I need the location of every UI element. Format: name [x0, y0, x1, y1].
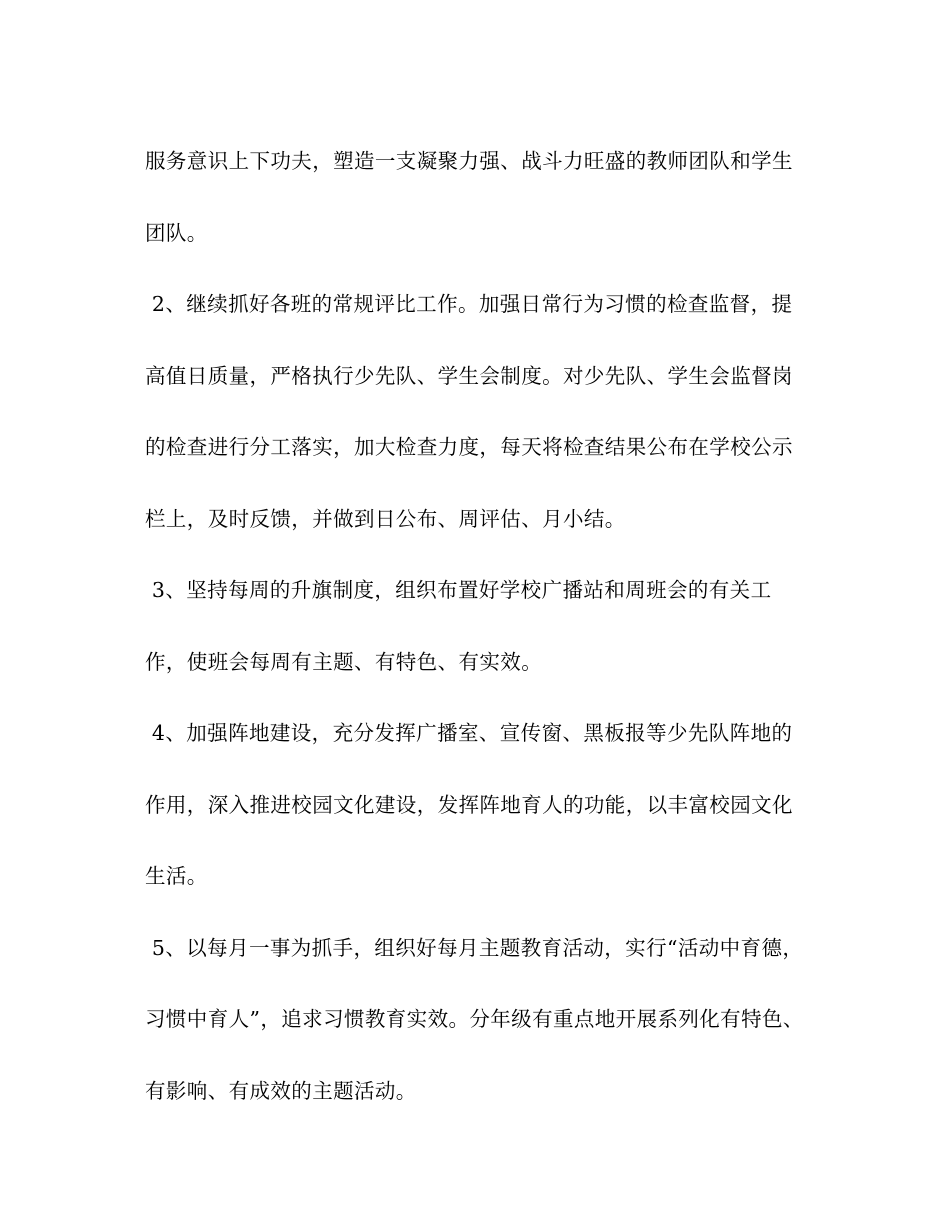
paragraph-item-5: 5、以每月一事为抓手，组织好每月主题教育活动，实行“活动中育德，习惯中育人”，追求习惯教育实效。分年级有重点地开展系列化有特色、有影响、有成效的主题活动。	[145, 935, 804, 1103]
paragraph-continuation: 服务意识上下功夫，塑造一支凝聚力强、战斗力旺盛的教师团队和学生团队。	[145, 149, 793, 245]
paragraph-item-2: 2、继续抓好各班的常规评比工作。加强日常行为习惯的检查监督，提高值日质量，严格执行少先队、学生会制度。对少先队、学生会监督岗的检查进行分工落实，加大检查力度，每天将检查结果公布在学校公示栏上，及时反馈，并做到日公布、周评估、月小结。	[145, 292, 793, 531]
paragraph-item-4: 4、加强阵地建设，充分发挥广播室、宣传窗、黑板报等少先队阵地的作用，深入推进校园文化建设，发挥阵地育人的功能，以丰富校园文化生活。	[145, 721, 793, 888]
paragraph-item-3: 3、坚持每周的升旗制度，组织布置好学校广播站和周班会的有关工作，使班会每周有主题、有特色、有实效。	[145, 578, 772, 674]
document-body	[145, 126, 810, 1127]
